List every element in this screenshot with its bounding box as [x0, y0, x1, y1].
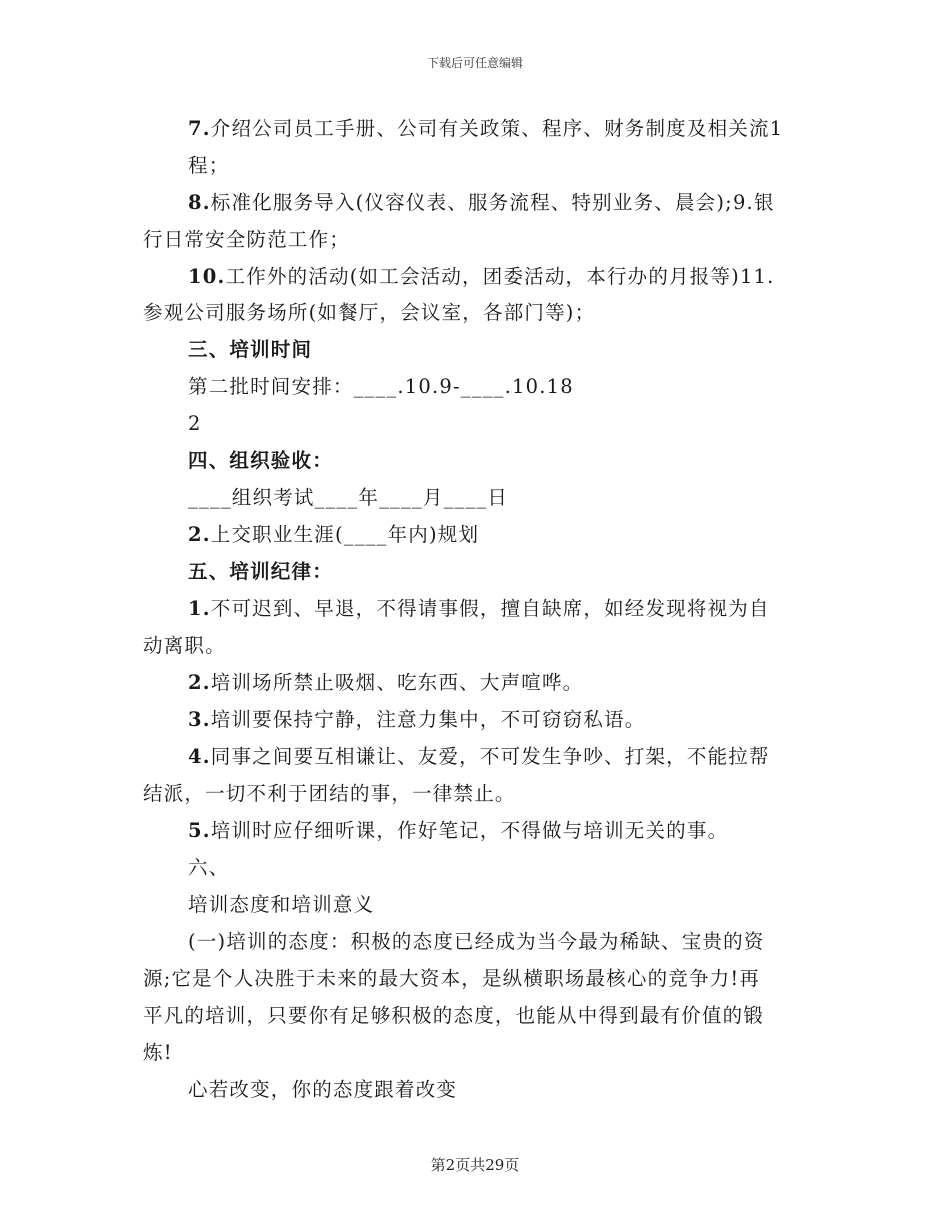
header-note: 下载后可任意编辑	[426, 56, 523, 70]
paragraph-line: 平凡的培训，只要你有足够积极的态度，也能从中得到最有价值的锻	[143, 1004, 765, 1027]
subheading-attitude: 培训态度和培训意义	[188, 893, 375, 916]
list-item-10	[188, 262, 858, 292]
text-line: 动离职。	[143, 634, 226, 657]
text-line: 参观公司服务场所(如餐厅，会议室，各部门等)；	[143, 301, 596, 324]
text-line: 程；	[188, 154, 230, 177]
item-text: 不可迟到、早退，不得请事假，擅自缺席，如经发现将视为自	[210, 597, 770, 620]
item-number: 2.	[188, 671, 211, 694]
section-heading-discipline: 五、培训纪律：	[188, 560, 333, 583]
item-number: 5.	[188, 819, 211, 842]
rule-item-4	[188, 742, 858, 772]
paragraph-line: 心若改变，你的态度跟着改变	[188, 1078, 458, 1101]
text-line: 2	[188, 412, 202, 435]
item-text: 介绍公司员工手册、公司有关政策、程序、财务制度及相关流1	[210, 117, 784, 140]
rule-item-1	[188, 594, 858, 624]
paragraph-line: 源;它是个人决胜于未来的最大资本，是纵横职场最核心的竞争力!再	[143, 967, 761, 990]
section-heading-acceptance: 四、组织验收：	[188, 449, 333, 472]
item-text: 培训场所禁止吸烟、吃东西、大声喧哗。	[210, 671, 584, 694]
item-text: 同事之间要互相谦让、友爱，不可发生争吵、打架，不能拉帮	[210, 745, 770, 768]
rule-item-2	[188, 668, 858, 698]
list-item-8	[188, 188, 858, 218]
paragraph-line: 炼!	[143, 1041, 173, 1064]
list-item-7	[188, 114, 858, 144]
rule-item-3	[188, 705, 858, 735]
text-line: 行日常安全防范工作；	[143, 228, 351, 251]
page-number: 第2页共29页	[430, 1156, 520, 1174]
schedule-line: 第二批时间安排：____.10.9-____.10.18	[188, 375, 574, 398]
list-item-2	[188, 520, 858, 550]
item-number: 4.	[188, 745, 211, 768]
item-text: 培训要保持宁静，注意力集中，不可窃窃私语。	[210, 708, 646, 731]
item-text: 上交职业生涯(____年内)规划	[210, 523, 480, 546]
item-text: 标准化服务导入(仪容仪表、服务流程、特别业务、晨会);9.银	[210, 191, 775, 214]
section-heading-six: 六、	[188, 856, 230, 879]
section-heading-training-time: 三、培训时间	[188, 338, 313, 361]
paragraph-line: (一)培训的态度：积极的态度已经成为当今最为稀缺、宝贵的资	[188, 930, 765, 953]
item-number: 7.	[188, 117, 211, 140]
text-line: 结派，一切不利于团结的事，一律禁止。	[143, 782, 516, 805]
item-number: 3.	[188, 708, 211, 731]
item-number: 1.	[188, 597, 211, 620]
item-number: 10.	[188, 265, 226, 288]
item-text: 培训时应仔细听课，作好笔记，不得做与培训无关的事。	[210, 819, 729, 842]
item-text: 工作外的活动(如工会活动，团委活动，本行办的月报等)11.	[225, 265, 775, 288]
item-number: 2.	[188, 523, 211, 546]
exam-date-line: ____组织考试____年____月____日	[188, 486, 509, 509]
rule-item-5	[188, 816, 858, 846]
item-number: 8.	[188, 191, 211, 214]
